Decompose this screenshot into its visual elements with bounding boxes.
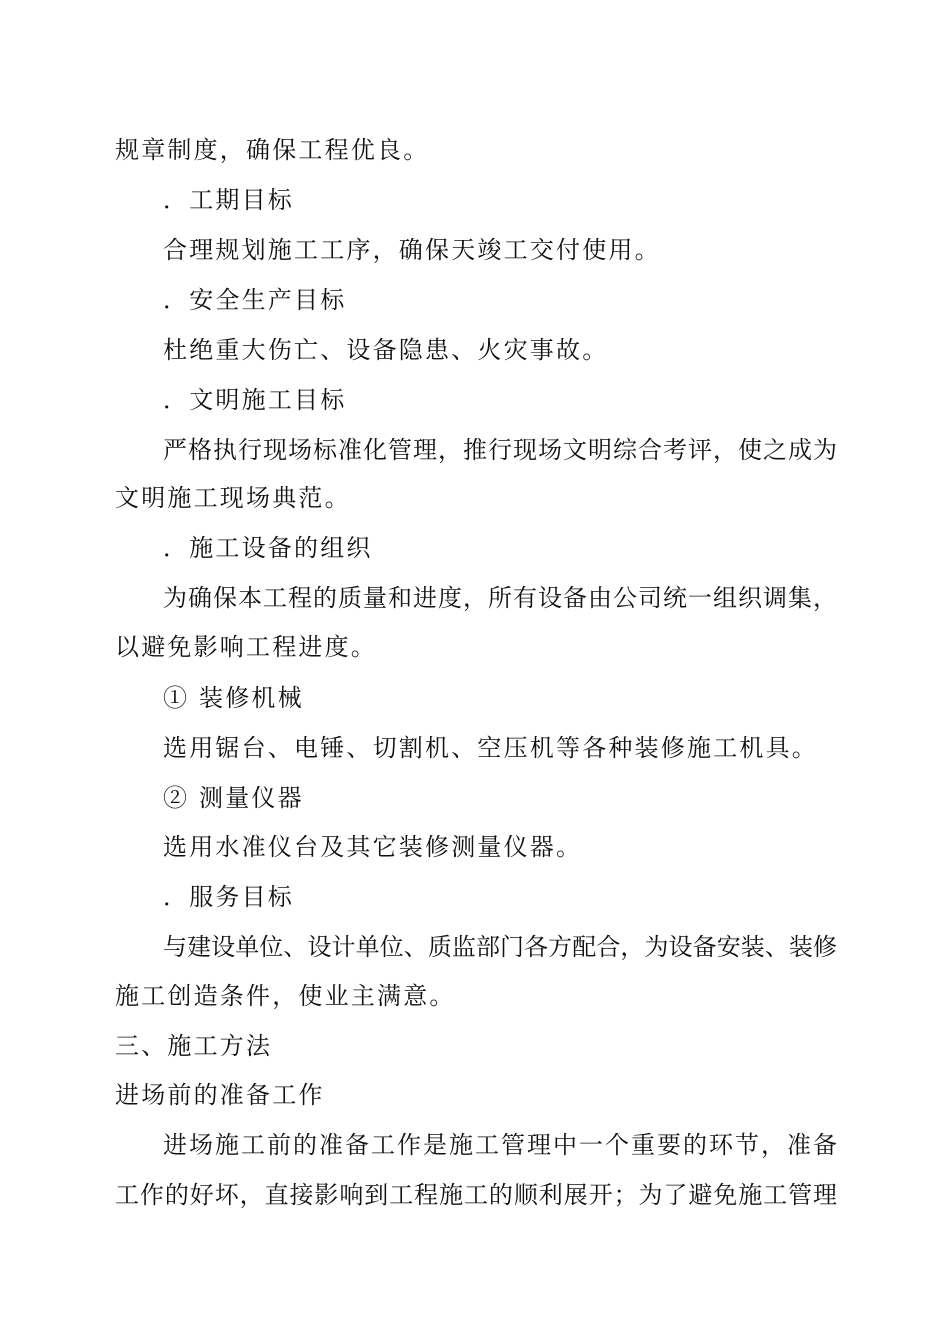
subsection-heading: 进场前的准备工作	[115, 1081, 325, 1109]
paragraph-line: 选用水准仪台及其它装修测量仪器。	[163, 833, 583, 861]
section-heading: ．施工设备的组织	[163, 534, 373, 562]
list-item-heading: ② 测量仪器	[163, 784, 304, 812]
paragraph-line: 工作的好坏，直接影响到工程施工的顺利展开；为了避免施工管理	[115, 1181, 837, 1209]
paragraph-line: 施工创造条件，使业主满意。	[115, 982, 456, 1010]
chapter-heading: 三、施工方法	[115, 1032, 273, 1060]
section-heading: ．服务目标	[163, 883, 294, 911]
paragraph-line: 文明施工现场典范。	[115, 484, 351, 512]
paragraph-line: 杜绝重大伤亡、设备隐患、火灾事故。	[163, 336, 609, 364]
paragraph-line: 合理规划施工工序，确保天竣工交付使用。	[163, 236, 661, 264]
paragraph-line: 严格执行现场标准化管理，推行现场文明综合考评，使之成为	[163, 436, 837, 464]
paragraph-line: 为确保本工程的质量和进度，所有设备由公司统一组织调集，	[163, 584, 837, 612]
paragraph-line: 以避免影响工程进度。	[115, 633, 377, 661]
list-item-heading: ① 装修机械	[163, 684, 304, 712]
paragraph-line: 选用锯台、电锤、切割机、空压机等各种装修施工机具。	[163, 734, 818, 762]
section-heading: ．工期目标	[163, 186, 294, 214]
section-heading: ．文明施工目标	[163, 386, 347, 414]
section-heading: ．安全生产目标	[163, 286, 347, 314]
paragraph-line: 进场施工前的准备工作是施工管理中一个重要的环节，准备	[163, 1131, 837, 1159]
paragraph-line: 规章制度，确保工程优良。	[115, 136, 430, 164]
paragraph-line: 与建设单位、设计单位、质监部门各方配合，为设备安装、装修	[163, 933, 837, 961]
